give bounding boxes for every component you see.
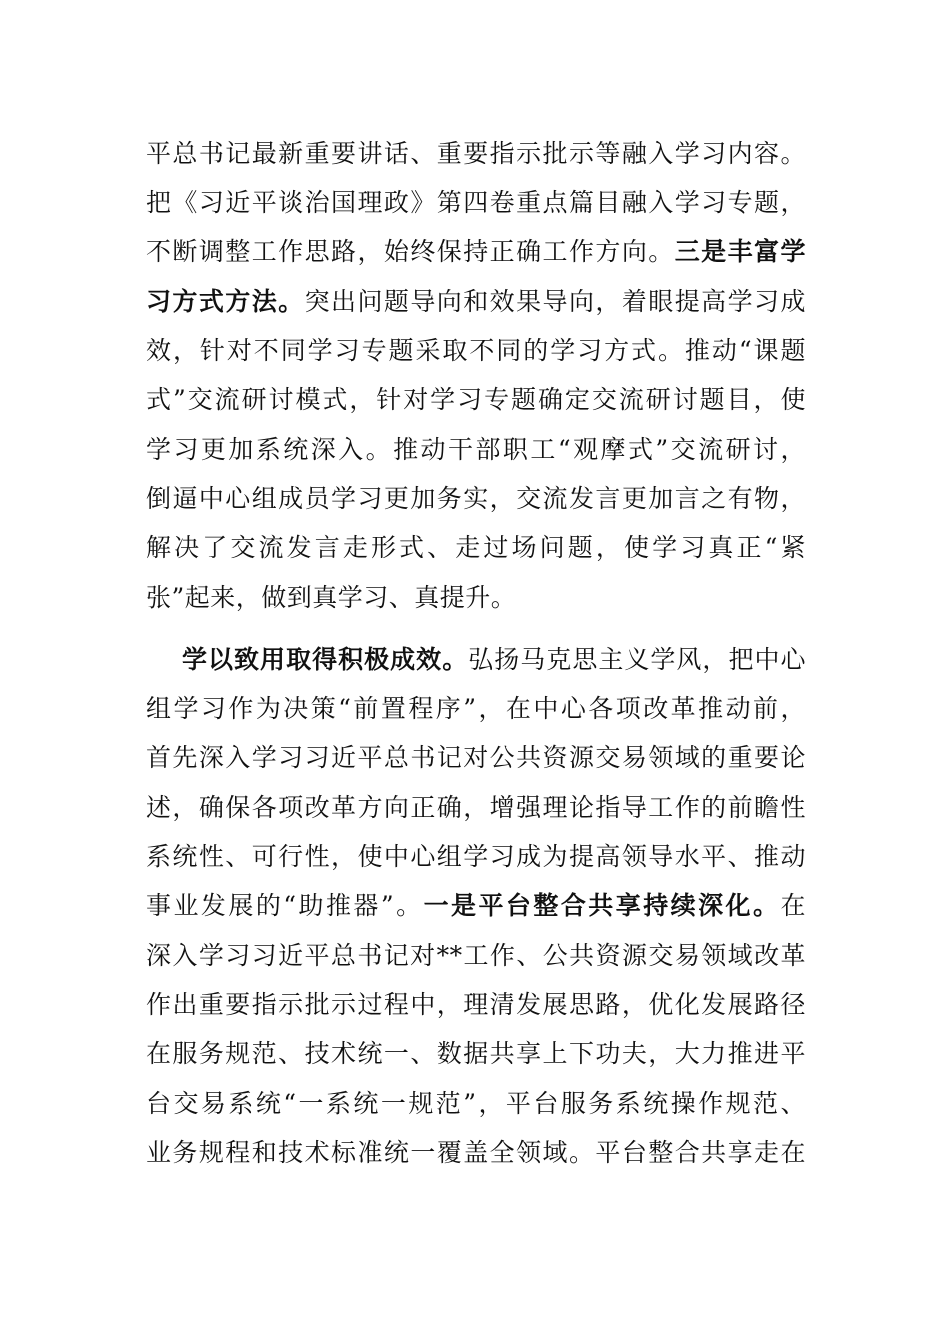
text-span: 把《习近平谈治国理政》第四卷重点篇目融入学习专题， — [146, 188, 806, 217]
text-span: 作出重要指示批示过程中，理清发展思路，优化发展路径 — [146, 990, 806, 1019]
bold-heading: 三是丰富学 — [674, 237, 806, 266]
text-span: 张”起来，做到真学习、真提升。 — [146, 583, 517, 612]
text-line — [146, 642, 806, 678]
text-line — [146, 1086, 806, 1122]
bold-heading: 一是平台整合共享持续深化。 — [423, 891, 781, 920]
text-line — [146, 234, 806, 270]
text-line — [146, 1036, 806, 1072]
bold-heading: 学以致用取得积极成效。 — [182, 645, 469, 674]
text-span: 弘扬马克思主义学风，把中心 — [468, 645, 806, 674]
text-line — [146, 284, 806, 320]
text-line — [146, 432, 806, 468]
text-line — [146, 136, 806, 172]
text-line — [146, 580, 806, 616]
text-span: 深入学习习近平总书记对**工作、公共资源交易领域改革 — [146, 941, 806, 970]
text-span: 效，针对不同学习专题采取不同的学习方式。推动“课题 — [146, 336, 806, 365]
text-line — [146, 333, 806, 369]
text-span: 解决了交流发言走形式、走过场问题，使学习真正“紧 — [146, 533, 806, 562]
text-line — [146, 530, 806, 566]
text-span: 学习更加系统深入。推动干部职工“观摩式”交流研讨， — [146, 435, 806, 464]
text-span: 组学习作为决策“前置程序”，在中心各项改革推动前， — [146, 694, 806, 723]
bold-heading: 习方式方法。 — [146, 287, 305, 316]
text-line — [146, 888, 806, 924]
text-span: 突出问题导向和效果导向，着眼提高学习成 — [304, 287, 806, 316]
text-span: 业务规程和技术标准统一覆盖全领域。平台整合共享走在 — [146, 1138, 806, 1167]
text-line — [146, 691, 806, 727]
text-line — [146, 382, 806, 418]
text-span: 在服务规范、技术统一、数据共享上下功夫，大力推进平 — [146, 1039, 806, 1068]
text-span: 式”交流研讨模式，针对学习专题确定交流研讨题目，使 — [146, 385, 806, 414]
text-span: 事业发展的“助推器”。 — [146, 891, 424, 920]
text-line — [146, 185, 806, 221]
text-line — [146, 938, 806, 974]
text-span: 在 — [780, 891, 806, 920]
text-line — [146, 481, 806, 517]
text-line — [146, 839, 806, 875]
text-span: 首先深入学习习近平总书记对公共资源交易领域的重要论 — [146, 743, 806, 772]
text-line — [146, 987, 806, 1023]
text-line — [146, 740, 806, 776]
text-span: 系统性、可行性，使中心组学习成为提高领导水平、推动 — [146, 842, 806, 871]
text-line — [146, 790, 806, 826]
text-span: 述，确保各项改革方向正确，增强理论指导工作的前瞻性 — [146, 793, 806, 822]
text-line — [146, 1135, 806, 1171]
text-span: 倒逼中心组成员学习更加务实，交流发言更加言之有物， — [146, 484, 806, 513]
text-span: 平总书记最新重要讲话、重要指示批示等融入学习内容。 — [146, 139, 806, 168]
text-span: 不断调整工作思路，始终保持正确工作方向。 — [146, 237, 675, 266]
text-span: 台交易系统“一系统一规范”，平台服务系统操作规范、 — [146, 1089, 806, 1118]
